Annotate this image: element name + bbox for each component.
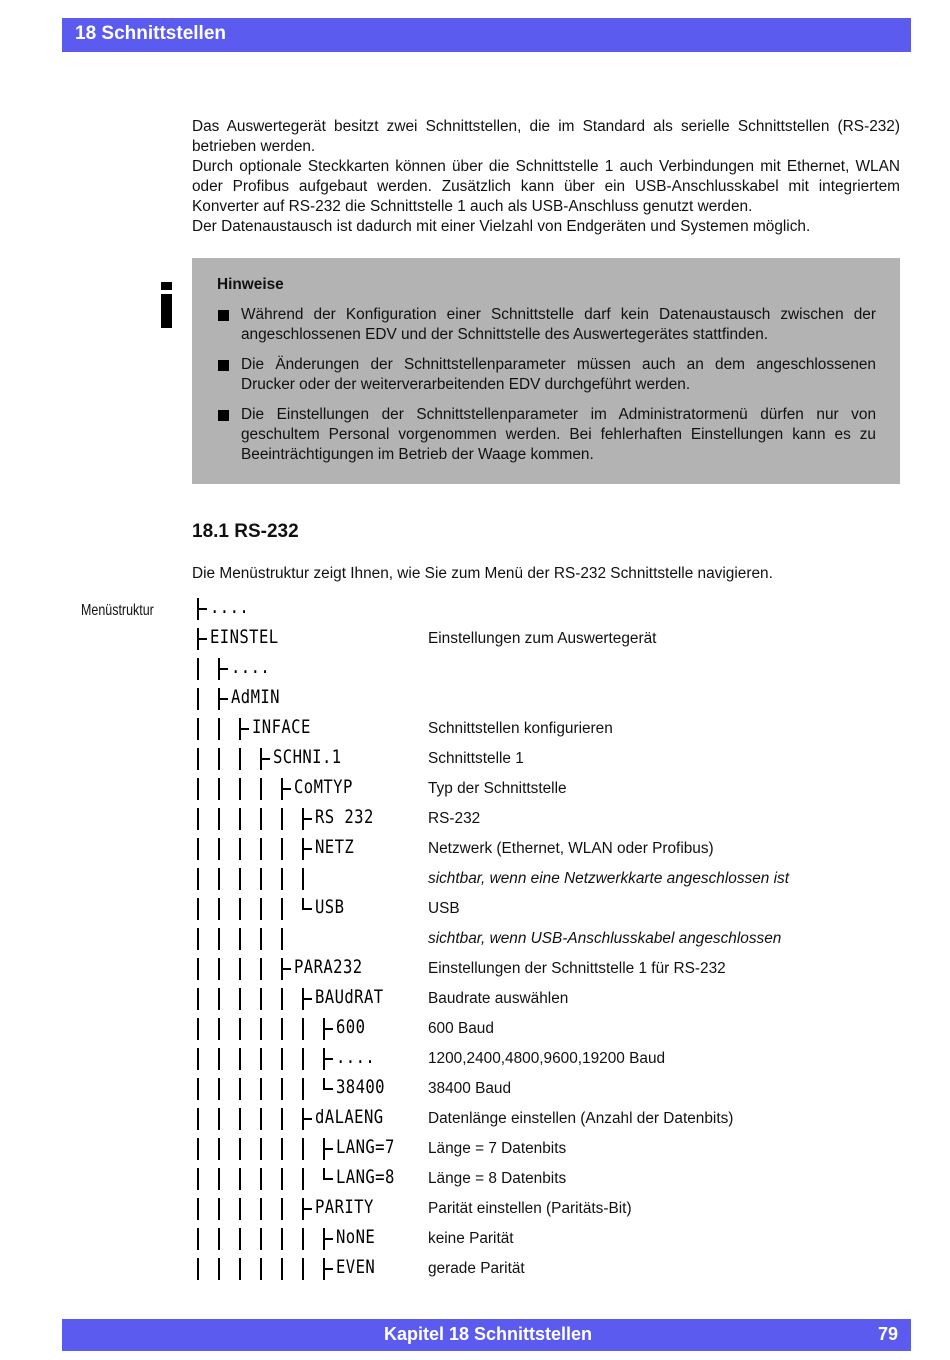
page-footer [62, 1319, 911, 1351]
tree-line [239, 1108, 241, 1130]
tree-line [260, 1108, 262, 1130]
menu-tree-row [0, 1078, 950, 1108]
tree-line [197, 988, 199, 1010]
tree-line [218, 1048, 220, 1070]
tree-branch [220, 698, 228, 700]
menu-code: LANG=8 [336, 1166, 395, 1188]
menu-tree-row [0, 1228, 950, 1258]
tree-line [302, 868, 304, 890]
tree-line [239, 748, 241, 770]
menu-tree-row [0, 808, 950, 838]
tree-line [197, 868, 199, 890]
info-icon [160, 282, 174, 328]
tree-line [260, 838, 262, 860]
tree-line [218, 1258, 220, 1280]
intro-paragraph: Das Auswertegerät besitzt zwei Schnittstellen, die im Standard als serielle Schnittstellen (RS-232) betrieben werden. [192, 118, 900, 155]
menu-tree-row [0, 838, 950, 868]
tree-line [260, 928, 262, 950]
menu-code: SCHNI.1 [273, 746, 342, 768]
menu-tree-row [0, 958, 950, 988]
menu-tree-row [0, 718, 950, 748]
tree-line [218, 928, 220, 950]
tree-branch [199, 608, 207, 610]
tree-line [260, 808, 262, 830]
menu-code: BAUdRAT [315, 986, 384, 1008]
tree-branch [325, 1268, 333, 1270]
menu-code: 600 [336, 1016, 366, 1038]
tree-line [197, 1198, 199, 1220]
menu-code: EVEN [336, 1256, 376, 1278]
menu-description: Einstellungen der Schnittstelle 1 für RS-232 [428, 960, 726, 977]
menu-tree-row [0, 1168, 950, 1198]
tree-line [260, 1168, 262, 1190]
tree-line [197, 1138, 199, 1160]
menu-tree-row [0, 748, 950, 778]
tree-line [239, 1048, 241, 1070]
menu-tree-row [0, 868, 950, 898]
menu-code: AdMIN [231, 686, 280, 708]
tree-branch [199, 638, 207, 640]
tree-line [260, 1018, 262, 1040]
tree-branch [325, 1028, 333, 1030]
tree-line [302, 1258, 304, 1280]
tree-line [239, 838, 241, 860]
menu-code: PARA232 [294, 956, 363, 978]
menu-tree-row [0, 598, 950, 628]
menu-tree-row [0, 778, 950, 808]
menu-description: sichtbar, wenn USB-Anschlusskabel angeschlossen [428, 930, 782, 947]
menu-description: 600 Baud [428, 1020, 494, 1037]
menu-code: LANG=7 [336, 1136, 395, 1158]
menu-description: Baudrate auswählen [428, 990, 569, 1007]
menu-code: .... [336, 1046, 376, 1068]
menu-code: dALAENG [315, 1106, 384, 1128]
tree-branch [325, 1148, 333, 1150]
menu-code: 38400 [336, 1076, 385, 1098]
menu-description: sichtbar, wenn eine Netzwerkkarte angeschlossen ist [428, 870, 790, 887]
tree-line [239, 1258, 241, 1280]
menu-tree-row [0, 1048, 950, 1078]
tree-line [302, 1018, 304, 1040]
tree-line [218, 988, 220, 1010]
menu-code: .... [231, 656, 271, 678]
tree-line [260, 1048, 262, 1070]
section-title: 18.1 RS-232 [192, 521, 299, 542]
menu-code: RS 232 [315, 806, 374, 828]
tree-line [302, 1078, 304, 1100]
menu-description: Einstellungen zum Auswertegerät [428, 630, 657, 647]
tree-line [260, 778, 262, 800]
tree-line [239, 1168, 241, 1190]
tree-branch [283, 788, 291, 790]
tree-line [302, 1228, 304, 1250]
tree-line [281, 1048, 283, 1070]
tree-line [197, 748, 199, 770]
bullet-square-icon [218, 310, 229, 321]
tree-line [218, 958, 220, 980]
tree-line [281, 1108, 283, 1130]
tree-line [281, 898, 283, 920]
menu-description: Länge = 8 Datenbits [428, 1170, 567, 1187]
tree-line [218, 1018, 220, 1040]
tree-branch [241, 728, 249, 730]
tree-line [260, 868, 262, 890]
chapter-header-title: 18 Schnittstellen [75, 23, 226, 44]
intro-paragraph: Der Datenaustausch ist dadurch mit einer Vielzahl von Endgeräten und Systemen möglich. [192, 218, 811, 235]
menu-code: .... [210, 596, 250, 618]
menu-description: Typ der Schnittstelle [428, 780, 567, 797]
menu-description: 1200,2400,4800,9600,19200 Baud [428, 1050, 666, 1067]
menu-code: NETZ [315, 836, 355, 858]
tree-line [218, 808, 220, 830]
tree-line [239, 808, 241, 830]
tree-line [260, 1138, 262, 1160]
tree-line [218, 838, 220, 860]
tree-line [239, 898, 241, 920]
tree-branch [262, 758, 270, 760]
tree-line [197, 1078, 199, 1100]
tree-line [260, 958, 262, 980]
tree-branch [304, 848, 312, 850]
menu-tree-row [0, 1108, 950, 1138]
tree-line [197, 808, 199, 830]
tree-branch [304, 908, 312, 910]
menu-description: Parität einstellen (Paritäts-Bit) [428, 1200, 632, 1217]
tree-line [218, 1198, 220, 1220]
menu-tree-row [0, 1258, 950, 1288]
menu-code: CoMTYP [294, 776, 353, 798]
tree-line [197, 1108, 199, 1130]
tree-line [239, 868, 241, 890]
footer-title: Kapitel 18 Schnittstellen [384, 1324, 593, 1344]
tree-line [260, 1198, 262, 1220]
menu-tree-row [0, 928, 950, 958]
menu-code: USB [315, 896, 345, 918]
tree-line [260, 1228, 262, 1250]
chapter-header [62, 18, 911, 52]
menu-code: NoNE [336, 1226, 376, 1248]
tree-line [218, 1078, 220, 1100]
section-intro: Die Menüstruktur zeigt Ihnen, wie Sie zum Menü der RS-232 Schnittstelle navigieren. [192, 565, 773, 582]
menu-description: Schnittstelle 1 [428, 750, 524, 767]
menu-tree-row [0, 1198, 950, 1228]
tree-line [239, 1198, 241, 1220]
tree-branch [220, 668, 228, 670]
menu-tree-row [0, 988, 950, 1018]
tree-line [197, 898, 199, 920]
menu-description: keine Parität [428, 1230, 514, 1247]
menu-tree-row [0, 688, 950, 718]
tree-line [281, 1138, 283, 1160]
page-number: 79 [877, 1324, 898, 1344]
bullet-square-icon [218, 410, 229, 421]
menu-description: Länge = 7 Datenbits [428, 1140, 567, 1157]
tree-line [197, 1258, 199, 1280]
tree-line [197, 1228, 199, 1250]
tree-line [302, 1138, 304, 1160]
tree-branch [325, 1088, 333, 1090]
tree-line [218, 898, 220, 920]
tree-line [281, 1018, 283, 1040]
notes-title: Hinweise [217, 276, 284, 293]
menu-description: USB [428, 900, 460, 917]
tree-line [239, 1138, 241, 1160]
menu-tree-row [0, 658, 950, 688]
tree-line [281, 808, 283, 830]
menu-description: Datenlänge einstellen (Anzahl der Datenbits) [428, 1110, 734, 1127]
tree-line [218, 868, 220, 890]
tree-line [218, 748, 220, 770]
tree-line [197, 688, 199, 710]
tree-line [281, 868, 283, 890]
menu-description: gerade Parität [428, 1260, 525, 1277]
tree-line [260, 988, 262, 1010]
tree-line [218, 1108, 220, 1130]
menu-description: Schnittstellen konfigurieren [428, 720, 613, 737]
tree-line [218, 778, 220, 800]
menu-description: 38400 Baud [428, 1080, 512, 1097]
notes-box [192, 258, 900, 484]
tree-line [197, 718, 199, 740]
tree-line [281, 1258, 283, 1280]
tree-line [197, 1168, 199, 1190]
tree-line [260, 1258, 262, 1280]
tree-line [281, 1168, 283, 1190]
tree-line [239, 1228, 241, 1250]
tree-branch [325, 1178, 333, 1180]
tree-line [281, 1078, 283, 1100]
tree-line [197, 1048, 199, 1070]
tree-line [239, 1078, 241, 1100]
tree-line [197, 928, 199, 950]
note-item [217, 405, 876, 465]
menu-tree-row [0, 1018, 950, 1048]
tree-line [239, 988, 241, 1010]
tree-line [239, 778, 241, 800]
tree-branch [304, 818, 312, 820]
menu-tree-row [0, 628, 950, 658]
tree-line [218, 1168, 220, 1190]
tree-line [239, 958, 241, 980]
tree-line [218, 1228, 220, 1250]
note-text: Die Einstellungen der Schnittstellenparameter im Administratormenü dürfen nur von geschultem Personal vorgenommen werden. Bei fehlerhaften Einstellungen kann es zu Beeinträchtigungen im Betrieb der Waage kommen. [241, 406, 876, 463]
tree-line [197, 958, 199, 980]
tree-line [218, 1138, 220, 1160]
tree-line [281, 928, 283, 950]
tree-line [197, 658, 199, 680]
note-text: Während der Konfiguration einer Schnittstelle darf kein Datenaustausch zwischen der angeschlossenen EDV und der Schnittstelle des Auswertegerätes stattfinden. [241, 306, 876, 343]
tree-line [197, 838, 199, 860]
tree-line [281, 1228, 283, 1250]
menu-description: RS-232 [428, 810, 481, 827]
tree-branch [304, 1118, 312, 1120]
bullet-square-icon [218, 360, 229, 371]
menu-code: PARITY [315, 1196, 374, 1218]
note-item [217, 305, 876, 345]
menu-tree-row [0, 898, 950, 928]
tree-line [281, 1198, 283, 1220]
tree-branch [325, 1238, 333, 1240]
note-text: Die Änderungen der Schnittstellenparameter müssen auch an dem angeschlossenen Drucker oder der weiterverarbeitenden EDV durchgeführt werden. [241, 356, 876, 393]
tree-line [281, 838, 283, 860]
side-label: Menüstruktur [81, 602, 154, 619]
tree-line [302, 1048, 304, 1070]
tree-branch [325, 1058, 333, 1060]
tree-line [239, 928, 241, 950]
menu-tree-row [0, 1138, 950, 1168]
tree-line [281, 988, 283, 1010]
menu-code: EINSTEL [210, 626, 279, 648]
tree-branch [304, 998, 312, 1000]
tree-line [239, 1018, 241, 1040]
tree-line [218, 718, 220, 740]
tree-line [302, 1168, 304, 1190]
tree-line [260, 898, 262, 920]
tree-branch [304, 1208, 312, 1210]
tree-line [197, 1018, 199, 1040]
tree-branch [283, 968, 291, 970]
tree-line [197, 778, 199, 800]
menu-code: INFACE [252, 716, 311, 738]
menu-description: Netzwerk (Ethernet, WLAN oder Profibus) [428, 840, 714, 857]
intro-paragraph: Durch optionale Steckkarten können über die Schnittstelle 1 auch Verbindungen mit Ethernet, WLAN oder Profibus aufgebaut werden. Zusätzlich kann über ein USB-Anschlusskabel mit integriertem Konverter auf RS-232 die Schnittstelle 1 auch als USB-Anschluss genutzt werden. [192, 158, 900, 215]
intro-text [192, 117, 900, 237]
tree-line [260, 1078, 262, 1100]
note-item [217, 355, 876, 395]
